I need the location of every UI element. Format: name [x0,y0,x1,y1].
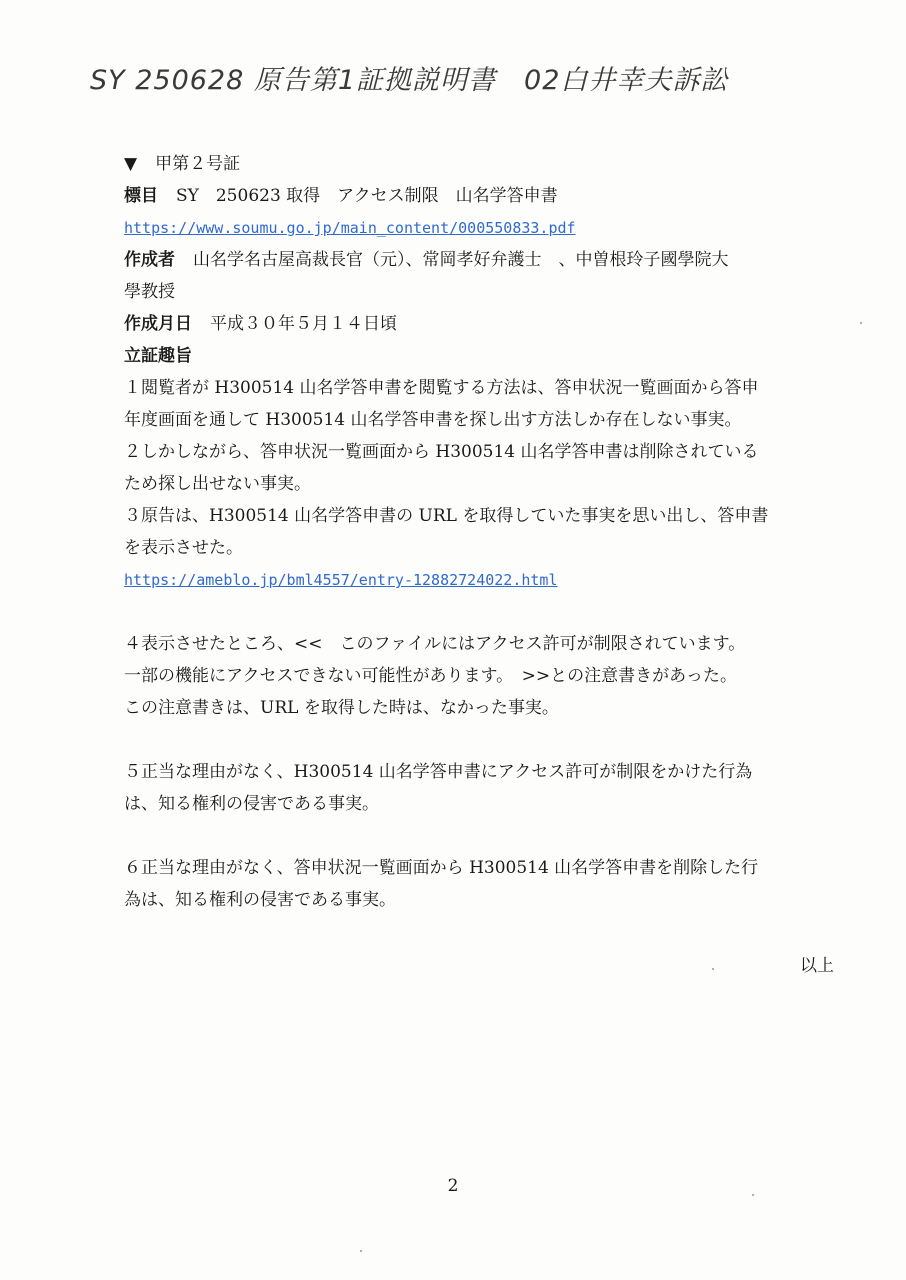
exhibit-title: 甲第２号証 [155,154,241,174]
scan-speck [712,968,714,970]
soumu-link[interactable]: https://www.soumu.go.jp/main_content/000550833.pdf [124,219,576,237]
spacer [124,820,836,852]
spacer [124,596,836,628]
subject-label: 標目 [124,186,158,206]
ameblo-link[interactable]: https://ameblo.jp/bml4557/entry-12882724022.html [124,571,558,589]
point-5-line-2: は、知る権利の侵害である事実。 [124,794,379,814]
scan-speck [752,1194,754,1196]
point-2-line-1: ２しかしながら、答申状況一覧画面から H300514 山名学答申書は削除されている [124,442,759,462]
date-label: 作成月日 [124,314,192,334]
point-4-line-1: ４表示させたところ、<< このファイルにはアクセス許可が制限されています。 [124,634,746,654]
scan-speck [360,1250,362,1252]
author-row [124,244,836,276]
url-row-2 [124,564,836,596]
point-1-line-1: １閲覧者が H300514 山名学答申書を閲覧する方法は、答申状況一覧画面から答申 [124,378,759,398]
author-label: 作成者 [124,250,175,270]
spacer [124,724,836,756]
purpose-heading: 立証趣旨 [124,346,192,366]
point-3-line-2: を表示させた。 [124,538,243,558]
closing-mark: 以上 [800,956,834,976]
subject-row [124,180,836,212]
point-5-line-1: ５正当な理由がなく、H300514 山名学答申書にアクセス許可が制限をかけた行為 [124,762,753,782]
exhibit-heading [124,148,836,180]
scan-speck [860,322,862,324]
point-2-line-2: ため探し出せない事実。 [124,474,311,494]
date-row [124,308,836,340]
point-1-line-2: 年度画面を通して H300514 山名学答申書を探し出す方法しか存在しない事実。 [124,410,742,430]
date-value: 平成３０年５月１４日頃 [210,314,397,334]
author-value: 山名学名古屋高裁長官（元）、常岡孝好弁護士 、中曽根玲子國學院大 [193,250,729,270]
author-row-cont: 學教授 [124,282,175,302]
point-4-line-2: 一部の機能にアクセスできない可能性があります。 >>との注意書きがあった。 [124,666,737,686]
point-6-line-1: ６正当な理由がなく、答申状況一覧画面から H300514 山名学答申書を削除した行 [124,858,759,878]
page-number: 2 [447,1176,459,1196]
exhibit-body [124,148,836,916]
triangle-down-icon: ▼ [124,154,138,174]
handwritten-title: SY 250628 原告第1証拠説明書 02白井幸夫訴訟 [90,65,729,96]
point-4-line-3: この注意書きは、URL を取得した時は、なかった事実。 [124,698,559,718]
url-row-1 [124,212,836,244]
point-3-line-1: ３原告は、H300514 山名学答申書の URL を取得していた事実を思い出し、答申書 [124,506,769,526]
point-6-line-2: 為は、知る権利の侵害である事実。 [124,890,396,910]
subject-value: SY 250623 取得 アクセス制限 山名学答申書 [176,186,558,206]
